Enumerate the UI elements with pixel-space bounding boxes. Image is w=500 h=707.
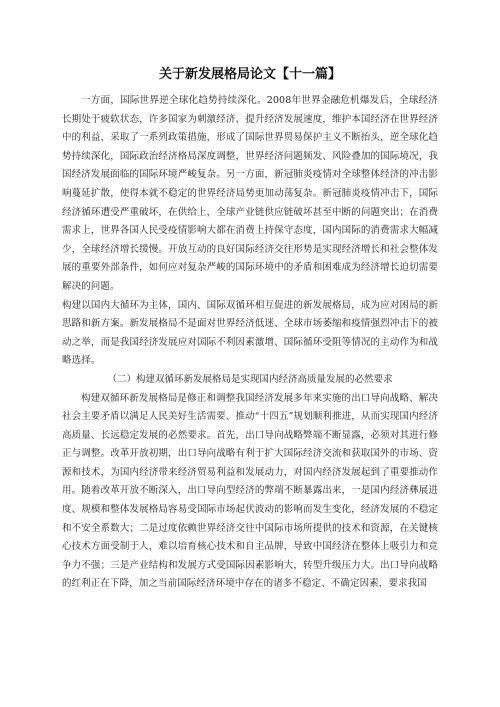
- section-heading: （二）构建双循环新发展格局是实现国内经济高质量发展的必然要求: [107, 373, 393, 385]
- document-title: 关于新发展格局论文【十一篇】: [158, 67, 341, 82]
- body-paragraph-3: 构建双循环新发展格局是修正和调整我国经济发展多年来实施的出口导向战略、解决社会主要矛盾以满足人民美好生活需要、推动“十四五”规划顺利推进，从而实现国内经济高质量、长远稳定发展的必然要求。首先，出口导向战略弊端不断显露，必须对其进行修正与调整。改革开放初期，出口导向战略有利于扩大国际经济交流和获取国外的市场、资源和技术，为国内经济带来经济贸易利益和发展动力，对国内经济发展起到了重要推动作用。随着改革开放不断深入，出口导向型经济的弊端不断暴露出来，一是国内经济彝展进度、规模和整体发展格局容易受国际市场起伏波动的影响而发生变化，经济发展的不稳定和不安全系数大；二是过度依赖世界经济交往中国际市场所提供的技术和资源，在关键核心技术方面受制于人，难以培育核心技术和自主品牌，导致中国经济在整体上吸引力和竞争力不强；三是产业结构和发展方式受国际因素影响大，转型升级压力大。出口导向战略的红利正在下降，加之当前国际经济环境中存在的诸多不稳定、不确定因素，要求我国: [62, 392, 438, 590]
- body-paragraph-1: 一方面，国际世界逆全球化趋势持续深化。2008年世界金融危机爆发后，全球经济长期处于疲软状态，许多国家为刺激经济、提升经济发展速度，维护本国经济在世界经济中的利益，采取了一系列政策措施，形成了国际世界贸易保护主义不断抬头，逆全球化趋势持续深化，国际政治经济格局深度调整，世界经济问题频发、风险叠加的国际境况，我国经济发展面临的国际环境严峻复杂。另一方面，新冠肺炎疫情对全球整体经济的冲击影响蔓延扩散，使得本就不稳定的世界经济局势更加动荡复杂。新冠肺炎疫情冲击下，国际经济循环遭受严重破坏，在供给上，全球产业链供应链破坏甚至中断的问题突出；在消费需求上，世界各国人民受疫情影响大都在消费上持保守态度，国内国际的消费需求大幅减少，全球经济增长缓慢。开放互动的良好国际经济交往形势是实现经济增长和社会整体发展的重要外部条件，如何应对复杂严峻的国际环境中的矛盾和困难成为经济增长迫切需要解决的问题。: [62, 95, 438, 292]
- body-paragraph-2: 构建以国内大循环为主体，国内、国际双循环相互促进的新发展格局，成为应对困局的新思路和新方案。新发展格局不是面对世界经济低迷、全球市场萎缩和疫情强烈冲击下的被动之举，而是我国经济发展应对国际不利因素激增、国际循环受阻等情况的主动作为和战略选择。: [62, 299, 438, 367]
